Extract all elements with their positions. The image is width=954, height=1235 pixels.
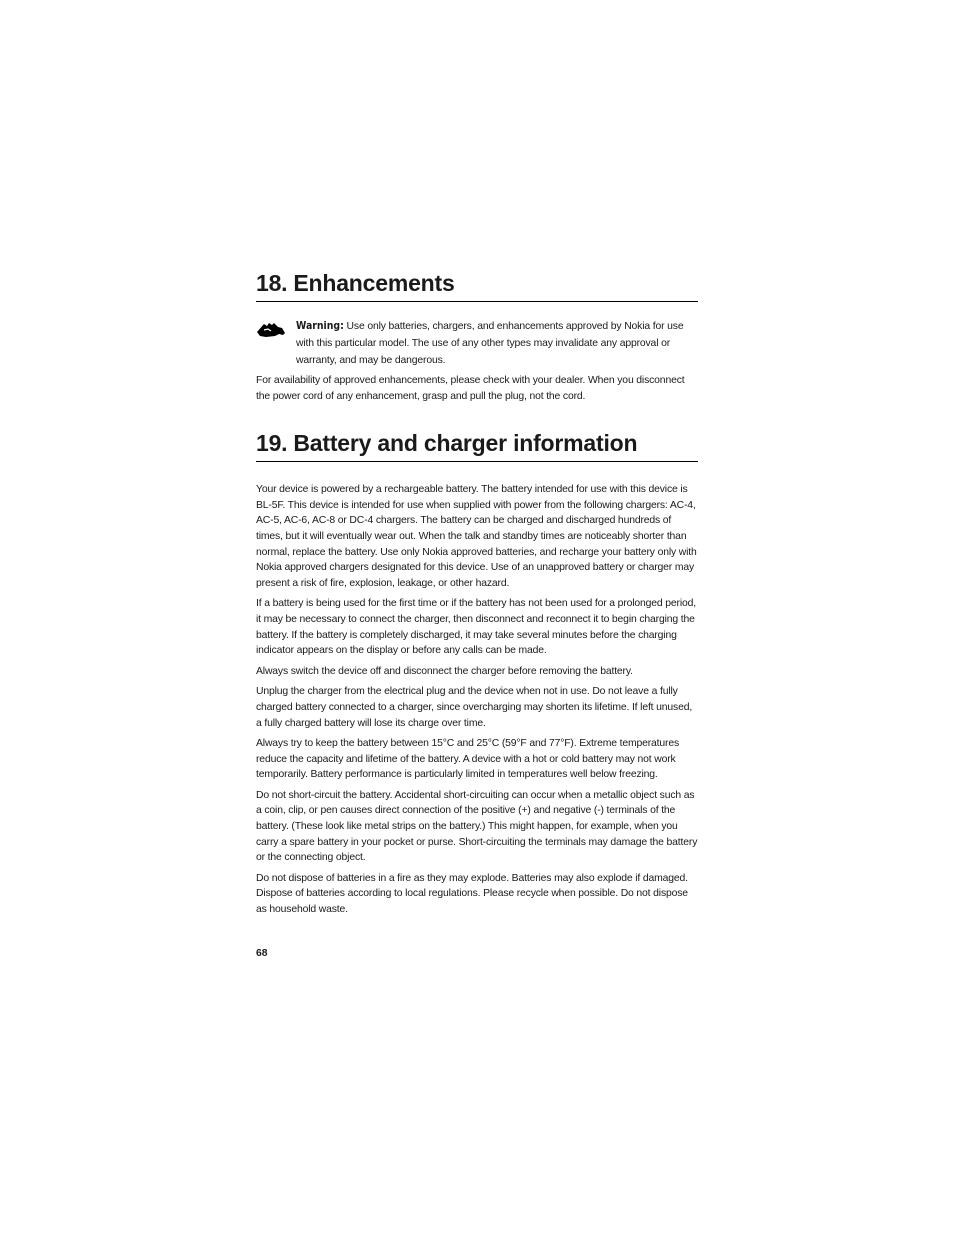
warning-text: Use only batteries, chargers, and enhancements approved by Nokia for use with this particular model. The use of any other types may invalidate any approval or warranty, and may be dangerous. xyxy=(296,321,684,366)
warning-label: Warning: xyxy=(296,320,344,332)
warning-hand-icon xyxy=(256,319,286,339)
battery-paragraph: Do not dispose of batteries in a fire as they may explode. Batteries may also explode if damaged. Dispose of batteries according to local regulations. Please recycle when possible. Do not dispose as household waste. xyxy=(256,872,688,916)
manual-page xyxy=(256,268,698,918)
battery-paragraph: If a battery is being used for the first time or if the battery has not been used for a prolonged period, it may be necessary to connect the charger, then disconnect and reconnect it to begin charging the battery. If the battery is completely discharged, it may take several minutes before the charging indicator appears on the display or before any calls can be made. xyxy=(256,598,696,657)
enhancements-paragraph: For availability of approved enhancements, please check with your dealer. When you disconnect the power cord of any enhancement, grasp and pull the plug, not the cord. xyxy=(256,375,685,402)
battery-paragraph: Do not short-circuit the battery. Accidental short-circuiting can occur when a metallic object such as a coin, clip, or pen causes direct connection of the positive (+) and negative (-) terminals of the battery. (These look like metal strips on the battery.) This might happen, for example, when you carry a spare battery in your pocket or purse. Short-circuiting the terminals may damage the battery or the connecting object. xyxy=(256,789,698,864)
battery-paragraph: Always try to keep the battery between 15°C and 25°C (59°F and 77°F). Extreme temperatures reduce the capacity and lifetime of the battery. A device with a hot or cold battery may not work temporarily. Battery performance is particularly limited in temperatures well below freezing. xyxy=(256,738,679,781)
battery-paragraph: Your device is powered by a rechargeable battery. The battery intended for use with this device is BL-5F. This device is intended for use when supplied with power from the following chargers: AC-4, AC-5, AC-6, AC-8 or DC-4 chargers. The battery can be charged and discharged hundreds of times, but it will eventually wear out. When the talk and standby times are noticeably shorter than normal, replace the battery. Use only Nokia approved batteries, and recharge your battery only with Nokia approved chargers designated for this device. Use of an unapproved battery or charger may present a risk of fire, explosion, leakage, or other hazard. xyxy=(256,484,697,589)
warning-notice xyxy=(256,318,698,369)
section-18-title: Enhancements xyxy=(293,270,455,296)
page-number: 68 xyxy=(256,948,268,959)
section-19-title: Battery and charger information xyxy=(293,430,638,457)
section-18-number: 18. xyxy=(256,270,288,296)
battery-section-body xyxy=(256,482,698,917)
section-18-heading xyxy=(256,268,698,302)
battery-paragraph: Unplug the charger from the electrical plug and the device when not in use. Do not leave a fully charged battery connected to a charger, since overcharging may shorten its lifetime. If left unused, a fully charged battery will lose its charge over time. xyxy=(256,686,693,729)
battery-paragraph: Always switch the device off and disconnect the charger before removing the battery. xyxy=(256,665,633,677)
section-19-heading xyxy=(256,428,698,462)
section-19-number: 19. xyxy=(256,430,288,457)
